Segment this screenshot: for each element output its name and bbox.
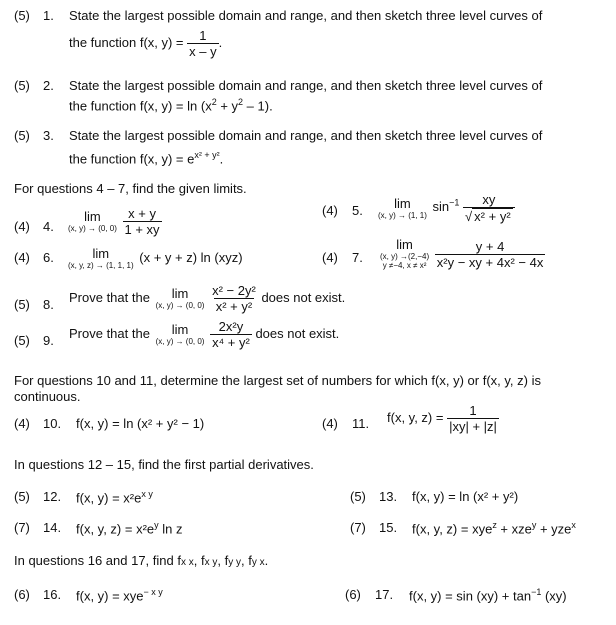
problem-9-points: (5) bbox=[14, 333, 30, 348]
problem-16-expression: f(x, y) = xye$^{- x y}$ bbox=[76, 587, 163, 604]
problem-11-number: 11. bbox=[352, 416, 370, 431]
problem-4-expression bbox=[66, 206, 162, 237]
problem-1-number: 1. bbox=[43, 8, 54, 23]
problem-2-function: the function f(x, $y) = \ln (x^2 + y^2 - 1)$. bbox=[69, 97, 273, 114]
problem-11-fraction: $\frac{1}{|xy| + |z|}$ bbox=[449, 403, 497, 434]
problem-13-number: 13. bbox=[379, 489, 398, 504]
problem-1-fraction bbox=[187, 28, 218, 59]
problem-7-limit: lim (x, y) →(2,−4) y ≠−4, x ≠ x² bbox=[380, 237, 430, 270]
problem-1-numerator: 1 bbox=[199, 28, 207, 43]
problem-6-body: (x + y + z) ln (xyz) bbox=[139, 249, 243, 265]
problem-5-points: (4) bbox=[322, 203, 338, 218]
problem-14-points: (7) bbox=[14, 520, 30, 535]
problem-12-number: 12. bbox=[43, 489, 62, 504]
problem-9-expression: Prove that the lim (x, y) → (0, 0) $\frac{\text{2x²y}}{\text{x⁴ + y²}}$ does not exist. bbox=[69, 319, 340, 350]
problem-6-number: 6. bbox=[43, 250, 54, 265]
problem-16-number: 16. bbox=[43, 587, 62, 602]
problem-3-function: the function f(x, $y) = e^{x^2 + y^2}$. bbox=[69, 150, 224, 167]
problem-9-fraction: $\frac{\text{2x²y}}{\text{x⁴ + y²}}$ bbox=[212, 319, 250, 350]
problem-1-text: State the largest possible domain and range, and then sketch three level curves of bbox=[69, 8, 543, 23]
problem-4-points: (4) bbox=[14, 219, 30, 234]
problem-5-function: $\sin^{-1}$ bbox=[432, 198, 460, 215]
problem-13-points: (5) bbox=[350, 489, 366, 504]
problem-6-points: (4) bbox=[14, 250, 30, 265]
problem-11-expression: f(x, y, z) = $\frac{1}{|xy| + |z|}$ bbox=[387, 403, 497, 434]
problem-6-limit: lim (x, y, z) → (1, 1, 1) bbox=[68, 246, 134, 270]
problem-10-number: 10. bbox=[43, 416, 62, 431]
problem-4-number: 4. bbox=[43, 219, 54, 234]
problem-6-expression bbox=[66, 247, 243, 270]
problem-10-points: (4) bbox=[14, 416, 30, 431]
problem-8-expression: Prove that the lim (x, y) → (0, 0) $\frac{\text{x² − 2y²}}{\text{x² + y²}}$ does not exist. bbox=[69, 283, 346, 314]
problem-7-number: 7. bbox=[352, 250, 363, 265]
problem-2-number: 2. bbox=[43, 78, 54, 93]
problem-8-points: (5) bbox=[14, 297, 30, 312]
sqrt-icon: √ x² + y² bbox=[465, 209, 511, 225]
problem-13-expression: f(x, y) = ln (x² + y²) bbox=[412, 489, 519, 504]
intro-16-17: In questions 16 and 17, find fx x, fx y, fy y, fy x. bbox=[14, 553, 269, 568]
problem-5-expression bbox=[376, 192, 515, 224]
problem-15-points: (7) bbox=[350, 520, 366, 535]
problem-11-points: (4) bbox=[322, 416, 338, 431]
problem-9-limit: lim (x, y) → (0, 0) bbox=[155, 322, 205, 346]
problem-3-points: (5) bbox=[14, 128, 30, 143]
problem-2-text: State the largest possible domain and range, and then sketch three level curves of bbox=[69, 78, 543, 93]
problem-15-number: 15. bbox=[379, 520, 398, 535]
problem-16-points: (6) bbox=[14, 587, 30, 602]
problem-17-expression: f(x, $y) = \sin (xy) + \tan^{-1} (xy)$ bbox=[409, 587, 567, 604]
problem-7-expression bbox=[378, 238, 545, 270]
problem-10-expression: f(x, y) = ln (x² + y² − 1) bbox=[76, 416, 205, 431]
problem-7-fraction: $\frac{y + 4}{\text{x²y − xy + 4x² − 4x}}$ bbox=[436, 238, 544, 270]
problem-5-number: 5. bbox=[352, 203, 363, 218]
problem-14-expression: f(x, y, $z) = x^2e^y$ ln z bbox=[76, 520, 183, 537]
problem-3-number: 3. bbox=[43, 128, 54, 143]
intro-10-11: For questions 10 and 11, determine the largest set of numbers for which f(x, y) or f(x, y, z) is continuous. bbox=[14, 373, 541, 404]
problem-8-fraction: $\frac{\text{x² − 2y²}}{\text{x² + y²}}$ bbox=[212, 283, 256, 314]
problem-8-number: 8. bbox=[43, 297, 54, 312]
problem-1-lhs: the function f(x, y) = bbox=[69, 34, 184, 50]
problem-9-number: 9. bbox=[43, 333, 54, 348]
intro-4-7: For questions 4 – 7, find the given limits. bbox=[14, 181, 247, 196]
problem-12-points: (5) bbox=[14, 489, 30, 504]
problem-4-limit: lim (x, y) → (0, 0) bbox=[68, 209, 117, 233]
intro-12-15: In questions 12 – 15, find the first partial derivatives. bbox=[14, 457, 314, 472]
problem-5-limit: lim (x, y) → (1, 1) bbox=[378, 195, 427, 220]
problem-8-limit: lim (x, y) → (0, 0) bbox=[155, 286, 205, 310]
problem-1-end: . bbox=[218, 34, 223, 50]
problem-12-expression: f(x, $y) = x^2e^{x y}$ bbox=[76, 489, 153, 506]
problem-4-fraction: $\frac{x + y}{1 + xy}$ bbox=[124, 206, 160, 237]
problem-17-number: 17. bbox=[375, 587, 394, 602]
problem-7-points: (4) bbox=[322, 250, 338, 265]
problem-14-number: 14. bbox=[43, 520, 62, 535]
problem-1-denominator: x – y bbox=[189, 44, 217, 59]
problem-3-text: State the largest possible domain and range, and then sketch three level curves of bbox=[69, 128, 543, 143]
problem-1-points: (5) bbox=[14, 8, 30, 23]
problem-15-expression: f(x, y, z) = xye$^z$ + xze$^y$ + yze$^x$ bbox=[412, 520, 576, 537]
problem-2-points: (5) bbox=[14, 78, 30, 93]
problem-5-fraction: $\frac{xy}{\text{√ x² + y²}}$ bbox=[463, 192, 515, 224]
problem-17-points: (6) bbox=[345, 587, 361, 602]
problem-1-function bbox=[69, 28, 222, 59]
